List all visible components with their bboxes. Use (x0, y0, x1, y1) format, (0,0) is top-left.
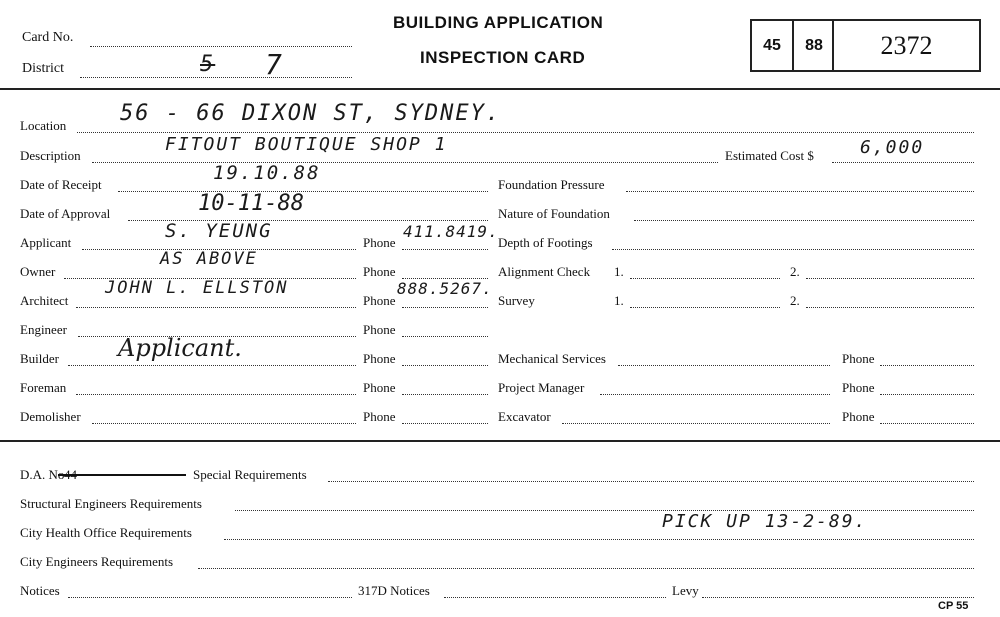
survey-line-1 (630, 307, 780, 308)
architect-line (76, 307, 356, 308)
depth-footings-label: Depth of Footings (498, 235, 593, 250)
applicant-phone-line (402, 249, 488, 250)
excavator-phone-line (880, 423, 974, 424)
title-line-1: BUILDING APPLICATION (393, 13, 604, 32)
estimated-cost-label: Estimated Cost $ (725, 148, 814, 163)
description-line (92, 162, 718, 163)
date-approval-label: Date of Approval (20, 206, 111, 221)
header-divider (0, 88, 1000, 90)
da-strike-line (58, 474, 186, 476)
builder-line (68, 365, 356, 366)
engineer-phone-label: Phone (363, 322, 396, 337)
special-requirements-line (328, 481, 974, 482)
district-value: 7 (265, 48, 284, 81)
mechanical-line (618, 365, 830, 366)
survey-label: Survey (498, 293, 535, 308)
levy-label: Levy (672, 583, 699, 598)
survey-line-2 (806, 307, 974, 308)
notices-line (68, 597, 352, 598)
foundation-pressure-label: Foundation Pressure (498, 177, 605, 192)
architect-phone-line (402, 307, 488, 308)
box-card-number: 2372 (832, 21, 979, 70)
estimated-cost-value: 6,000 (860, 137, 925, 158)
project-manager-phone-line (880, 394, 974, 395)
excavator-line (562, 423, 830, 424)
engineer-phone-line (402, 336, 488, 337)
mechanical-phone-label: Phone (842, 351, 875, 366)
survey-num-1: 1. (614, 293, 624, 308)
date-receipt-label: Date of Receipt (20, 177, 102, 192)
owner-value: AS ABOVE (160, 249, 258, 269)
excavator-phone-label: Phone (842, 409, 875, 424)
survey-num-2: 2. (790, 293, 800, 308)
project-manager-label: Project Manager (498, 380, 585, 395)
alignment-num-2: 2. (790, 264, 800, 279)
demolisher-phone-label: Phone (363, 409, 396, 424)
levy-line (702, 597, 974, 598)
foundation-pressure-line (626, 191, 974, 192)
architect-phone-label: Phone (363, 293, 396, 308)
location-value: 56 - 66 DIXON ST, SYDNEY. (120, 101, 502, 126)
foreman-line (76, 394, 356, 395)
estimated-cost-line (832, 162, 974, 163)
special-requirements-label: Special Requirements (193, 467, 307, 482)
district-struck-value: 5 (200, 52, 216, 77)
notices-label: Notices (20, 583, 60, 598)
project-manager-phone-label: Phone (842, 380, 875, 395)
title-line-2: INSPECTION CARD (420, 48, 586, 67)
mechanical-label: Mechanical Services (498, 351, 606, 366)
district-label: District (22, 61, 64, 76)
da-struck-value: 44 (64, 467, 77, 482)
card-number-box (750, 19, 981, 72)
applicant-value: S. YEUNG (165, 220, 273, 242)
description-value: FITOUT BOUTIQUE SHOP 1 (165, 134, 448, 155)
alignment-num-1: 1. (614, 264, 624, 279)
alignment-line-2 (806, 278, 974, 279)
nature-foundation-label: Nature of Foundation (498, 206, 610, 221)
da-label: D.A. No (20, 467, 65, 482)
health-value: PICK UP 13-2-89. (662, 511, 868, 532)
applicant-phone-label: Phone (363, 235, 396, 250)
description-label: Description (20, 148, 81, 163)
engineer-label: Engineer (20, 322, 67, 337)
architect-value: JOHN L. ELLSTON (105, 278, 289, 298)
excavator-label: Excavator (498, 409, 551, 424)
location-line (77, 132, 974, 133)
foreman-phone-label: Phone (363, 380, 396, 395)
alignment-line-1 (630, 278, 780, 279)
box-year: 88 (792, 21, 834, 70)
city-engineers-line (198, 568, 974, 569)
nature-foundation-line (634, 220, 974, 221)
architect-phone-value: 888.5267. (397, 279, 493, 298)
project-manager-line (600, 394, 830, 395)
builder-label: Builder (20, 351, 59, 366)
form-code: CP 55 (938, 600, 969, 612)
builder-phone-label: Phone (363, 351, 396, 366)
demolisher-phone-line (402, 423, 488, 424)
city-engineers-label: City Engineers Requirements (20, 554, 174, 569)
location-label: Location (20, 118, 67, 133)
owner-phone-label: Phone (363, 264, 396, 279)
applicant-label: Applicant (20, 235, 72, 250)
foreman-phone-line (402, 394, 488, 395)
owner-label: Owner (20, 264, 56, 279)
card-no-line (90, 46, 352, 47)
builder-value: Applicant. (118, 334, 242, 362)
mechanical-phone-line (880, 365, 974, 366)
box-year-prefix: 45 (763, 36, 781, 54)
demolisher-line (92, 423, 356, 424)
depth-footings-line (612, 249, 974, 250)
alignment-check-label: Alignment Check (498, 264, 591, 279)
district-line (80, 77, 352, 78)
card-no-label: Card No. (22, 30, 74, 45)
requirements-divider (0, 440, 1000, 442)
health-line (224, 539, 974, 540)
date-approval-value: 10-11-88 (198, 191, 304, 216)
date-receipt-value: 19.10.88 (213, 162, 321, 184)
builder-phone-line (402, 365, 488, 366)
applicant-phone-value: 411.8419. (403, 222, 499, 241)
demolisher-label: Demolisher (20, 409, 81, 424)
health-label: City Health Office Requirements (20, 525, 192, 540)
architect-label: Architect (20, 293, 69, 308)
structural-label: Structural Engineers Requirements (20, 496, 202, 511)
notices-317d-label: 317D Notices (358, 583, 430, 598)
foreman-label: Foreman (20, 380, 67, 395)
notices-317d-line (444, 597, 666, 598)
